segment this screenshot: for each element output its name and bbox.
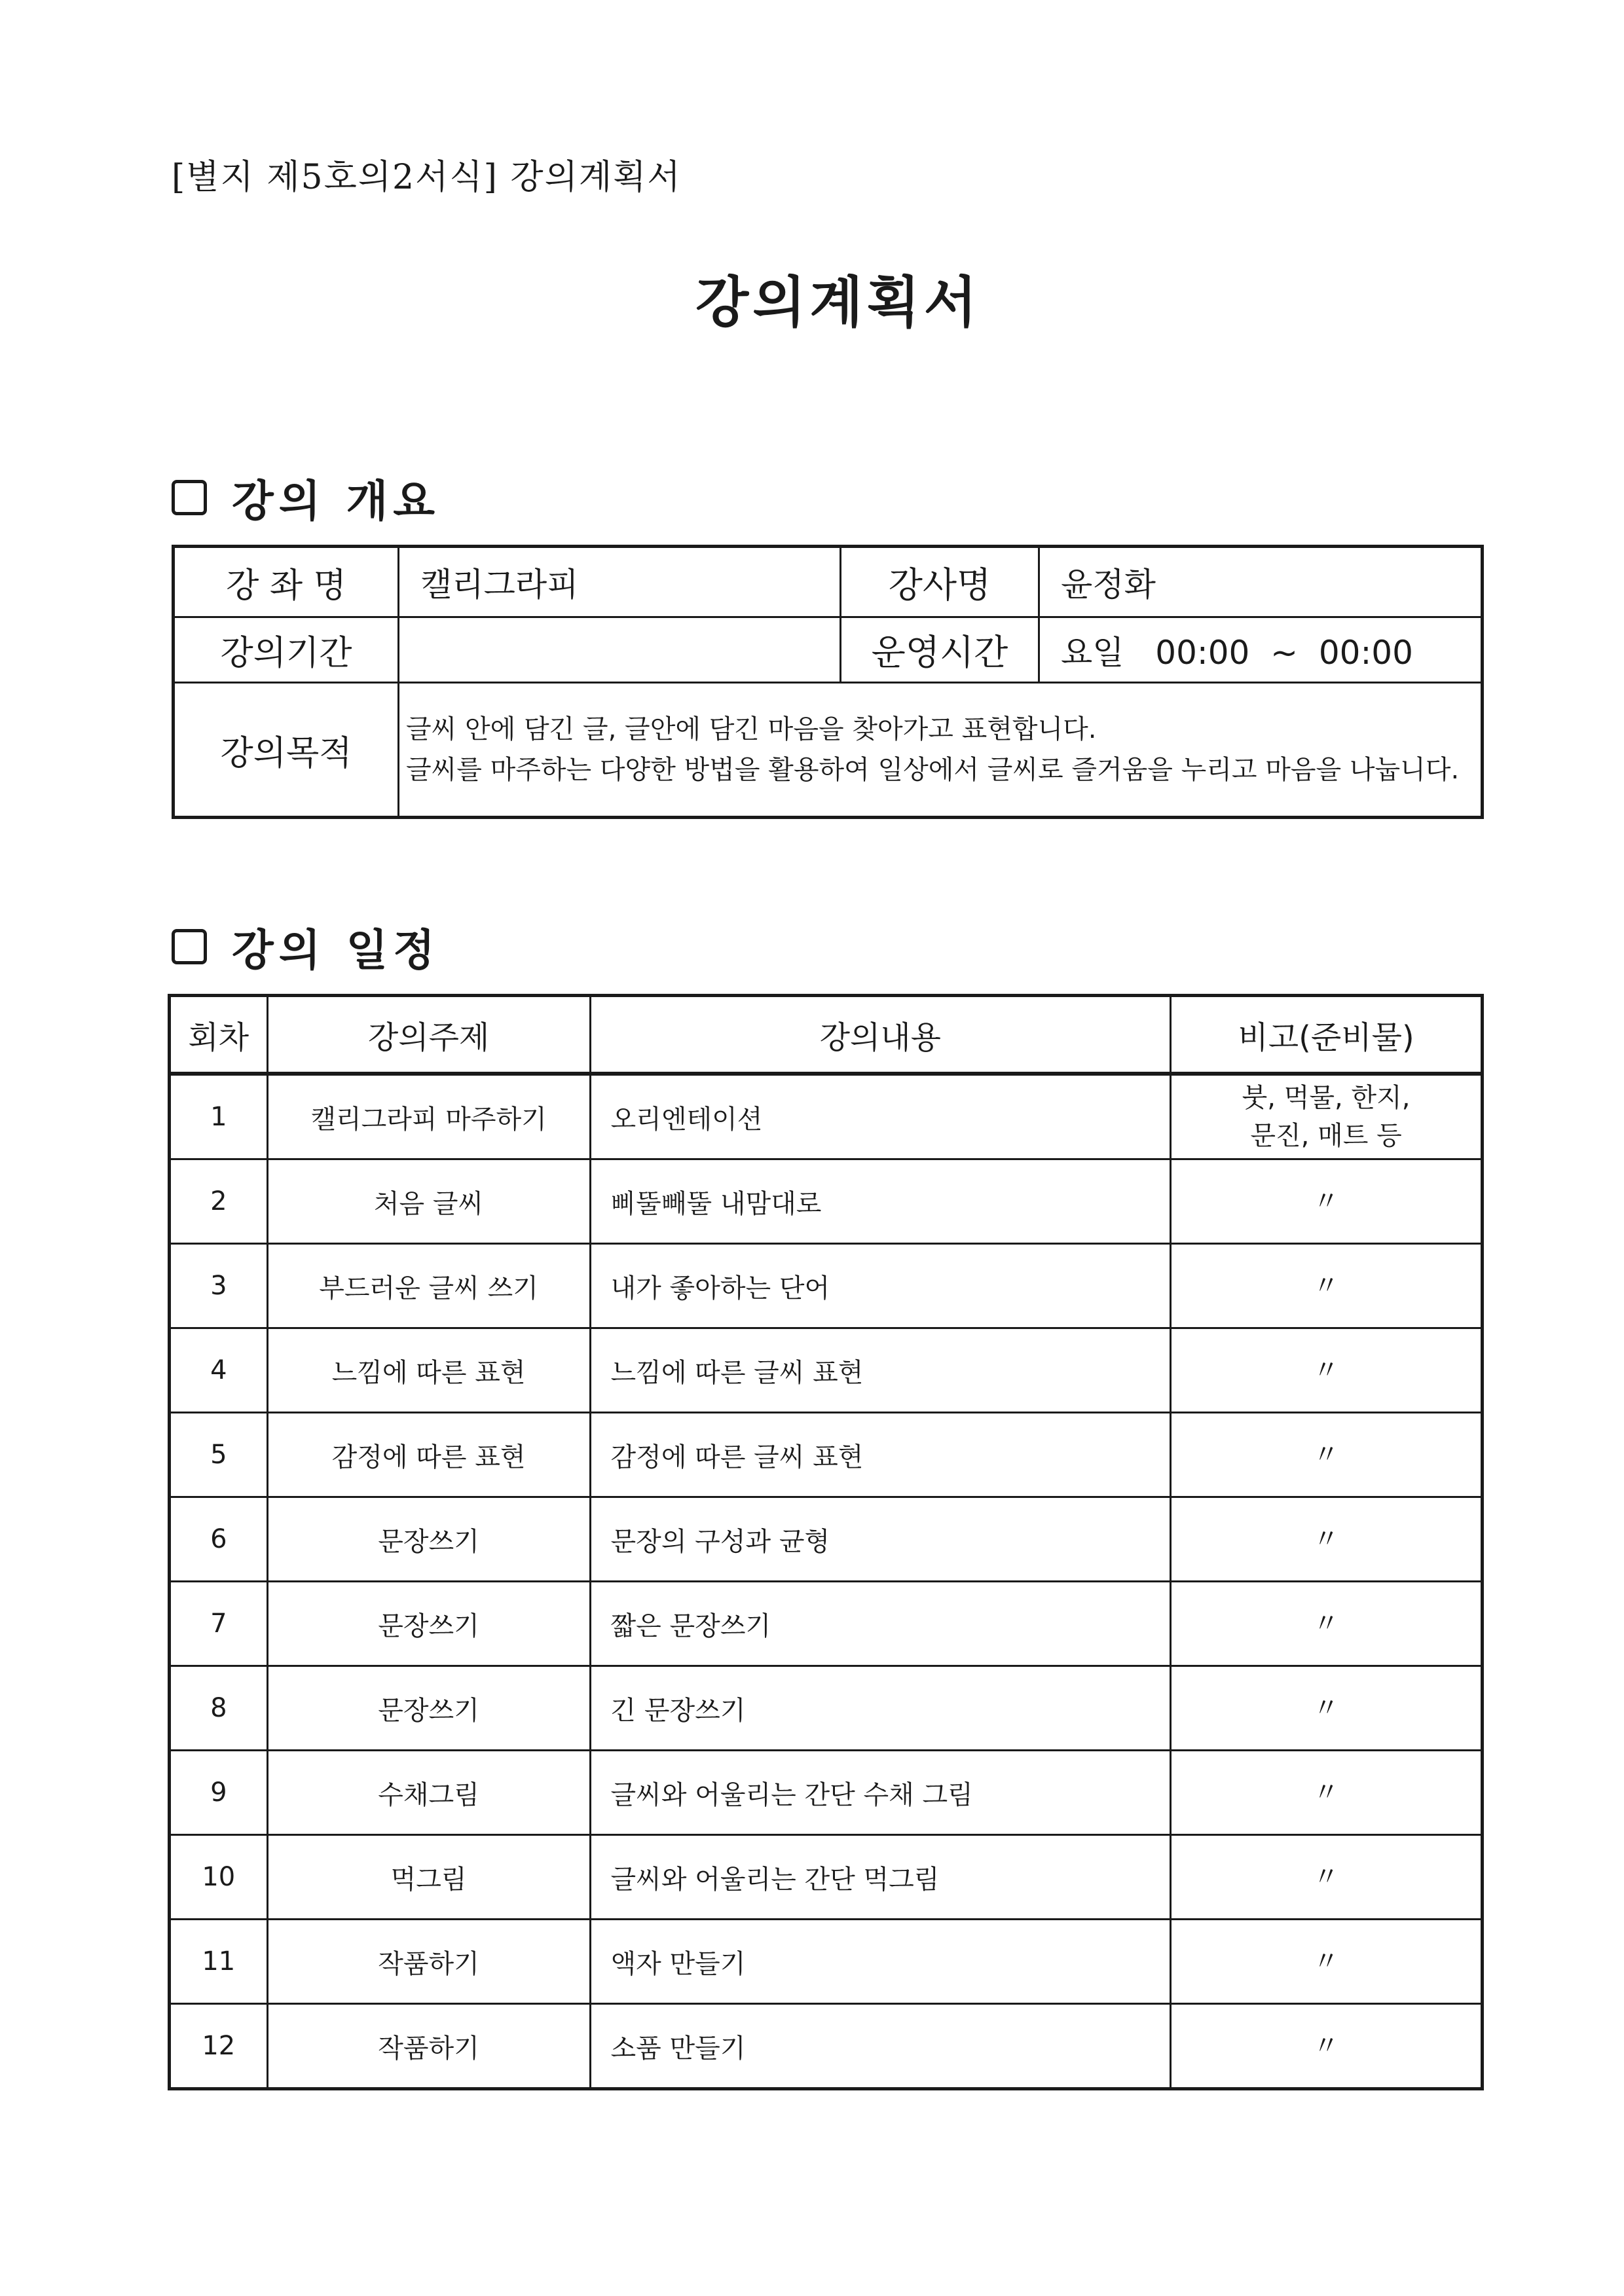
section-heading-schedule <box>172 915 440 977</box>
period-label: 강의기간 <box>174 617 399 683</box>
row-content: 감정에 따른 글씨 표현 <box>590 1413 1171 1497</box>
course-name-value: 캘리그라피 <box>399 547 841 617</box>
row-number: 7 <box>170 1582 268 1666</box>
row-topic: 수채그림 <box>267 1751 590 1835</box>
row-number: 1 <box>170 1074 268 1159</box>
row-topic: 작품하기 <box>267 2004 590 2089</box>
form-label: [별지 제5호의2서식] 강의계획서 <box>172 158 682 197</box>
row-topic: 작품하기 <box>267 1920 590 2004</box>
row-content: 긴 문장쓰기 <box>590 1666 1171 1751</box>
time-label: 운영시간 <box>841 617 1039 683</box>
table-row <box>170 1497 1483 1582</box>
instructor-value: 윤정화 <box>1039 547 1483 617</box>
row-content: 액자 만들기 <box>590 1920 1171 2004</box>
row-note <box>1171 1835 1483 1920</box>
row-topic: 먹그림 <box>267 1835 590 1920</box>
row-topic: 문장쓰기 <box>267 1497 590 1582</box>
row-number: 9 <box>170 1751 268 1835</box>
row-note <box>1171 1582 1483 1666</box>
column-header-no: 회차 <box>170 996 268 1074</box>
course-name-label: 강 좌 명 <box>174 547 399 617</box>
column-header-topic: 강의주제 <box>267 996 590 1074</box>
checkbox-square-icon <box>172 480 207 515</box>
note-line: 〃 <box>1313 1440 1340 1470</box>
row-content: 소품 만들기 <box>590 2004 1171 2089</box>
row-topic: 처음 글씨 <box>267 1159 590 1244</box>
document-title: 강의계획서 <box>695 270 981 335</box>
note-line: 〃 <box>1313 1524 1340 1554</box>
row-note <box>1171 1074 1483 1159</box>
section-title: 강의 일정 <box>232 924 441 975</box>
time-value: 요일 00:00 ~ 00:00 <box>1039 617 1483 683</box>
row-number: 6 <box>170 1497 268 1582</box>
period-value <box>399 617 841 683</box>
row-content: 문장의 구성과 균형 <box>590 1497 1171 1582</box>
note-line: 붓, 먹물, 한지, <box>1242 1083 1411 1113</box>
column-header-note: 비고(준비물) <box>1171 996 1483 1074</box>
note-line: 〃 <box>1313 1862 1340 1892</box>
note-line: 〃 <box>1313 1355 1340 1385</box>
table-row <box>170 1751 1483 1835</box>
row-number: 11 <box>170 1920 268 2004</box>
row-note <box>1171 1666 1483 1751</box>
row-note <box>1171 1497 1483 1582</box>
row-note <box>1171 1413 1483 1497</box>
purpose-value <box>399 683 1483 818</box>
table-row <box>170 2004 1483 2089</box>
row-content: 삐뚤빼뚤 내맘대로 <box>590 1159 1171 1244</box>
row-note <box>1171 1244 1483 1328</box>
row-topic: 느낌에 따른 표현 <box>267 1328 590 1413</box>
note-line: 〃 <box>1313 1777 1340 1808</box>
note-line: 〃 <box>1313 1946 1340 1977</box>
row-content: 내가 좋아하는 단어 <box>590 1244 1171 1328</box>
schedule-table <box>168 994 1484 2090</box>
row-note <box>1171 2004 1483 2089</box>
row-topic: 캘리그라피 마주하기 <box>267 1074 590 1159</box>
column-header-content: 강의내용 <box>590 996 1171 1074</box>
table-row <box>170 1074 1483 1159</box>
row-number: 2 <box>170 1159 268 1244</box>
row-topic: 문장쓰기 <box>267 1666 590 1751</box>
row-number: 5 <box>170 1413 268 1497</box>
row-topic: 부드러운 글씨 쓰기 <box>267 1244 590 1328</box>
note-line: 〃 <box>1313 1186 1340 1216</box>
row-content: 글씨와 어울리는 간단 먹그림 <box>590 1835 1171 1920</box>
row-note <box>1171 1920 1483 2004</box>
row-topic: 감정에 따른 표현 <box>267 1413 590 1497</box>
table-row <box>170 1920 1483 2004</box>
row-topic: 문장쓰기 <box>267 1582 590 1666</box>
table-row <box>170 1666 1483 1751</box>
row-number: 12 <box>170 2004 268 2089</box>
row-note <box>1171 1159 1483 1244</box>
row-note <box>1171 1751 1483 1835</box>
section-title: 강의 개요 <box>232 475 441 526</box>
table-row <box>170 1328 1483 1413</box>
checkbox-square-icon <box>172 929 207 964</box>
note-line: 〃 <box>1313 1271 1340 1301</box>
row-number: 3 <box>170 1244 268 1328</box>
note-line: 〃 <box>1313 1693 1340 1723</box>
instructor-label: 강사명 <box>841 547 1039 617</box>
row-number: 10 <box>170 1835 268 1920</box>
note-line: 〃 <box>1313 1609 1340 1639</box>
row-content: 짧은 문장쓰기 <box>590 1582 1171 1666</box>
table-row <box>170 1244 1483 1328</box>
row-content: 느낌에 따른 글씨 표현 <box>590 1328 1171 1413</box>
row-note <box>1171 1328 1483 1413</box>
table-row <box>170 1582 1483 1666</box>
row-number: 4 <box>170 1328 268 1413</box>
purpose-line: 글씨 안에 담긴 글, 글안에 담긴 마음을 찾아가고 표현합니다. <box>406 714 1097 744</box>
row-number: 8 <box>170 1666 268 1751</box>
row-content: 오리엔테이션 <box>590 1074 1171 1159</box>
table-row <box>170 1835 1483 1920</box>
section-heading-overview <box>172 466 440 528</box>
row-content: 글씨와 어울리는 간단 수채 그림 <box>590 1751 1171 1835</box>
table-row <box>170 1413 1483 1497</box>
purpose-line: 글씨를 마주하는 다양한 방법을 활용하여 일상에서 글씨로 즐거움을 누리고 마음을 나눕니다. <box>406 755 1460 785</box>
overview-table <box>172 545 1484 819</box>
note-line: 문진, 매트 등 <box>1250 1121 1402 1151</box>
purpose-label: 강의목적 <box>174 683 399 818</box>
table-row <box>170 1159 1483 1244</box>
note-line: 〃 <box>1313 2031 1340 2061</box>
